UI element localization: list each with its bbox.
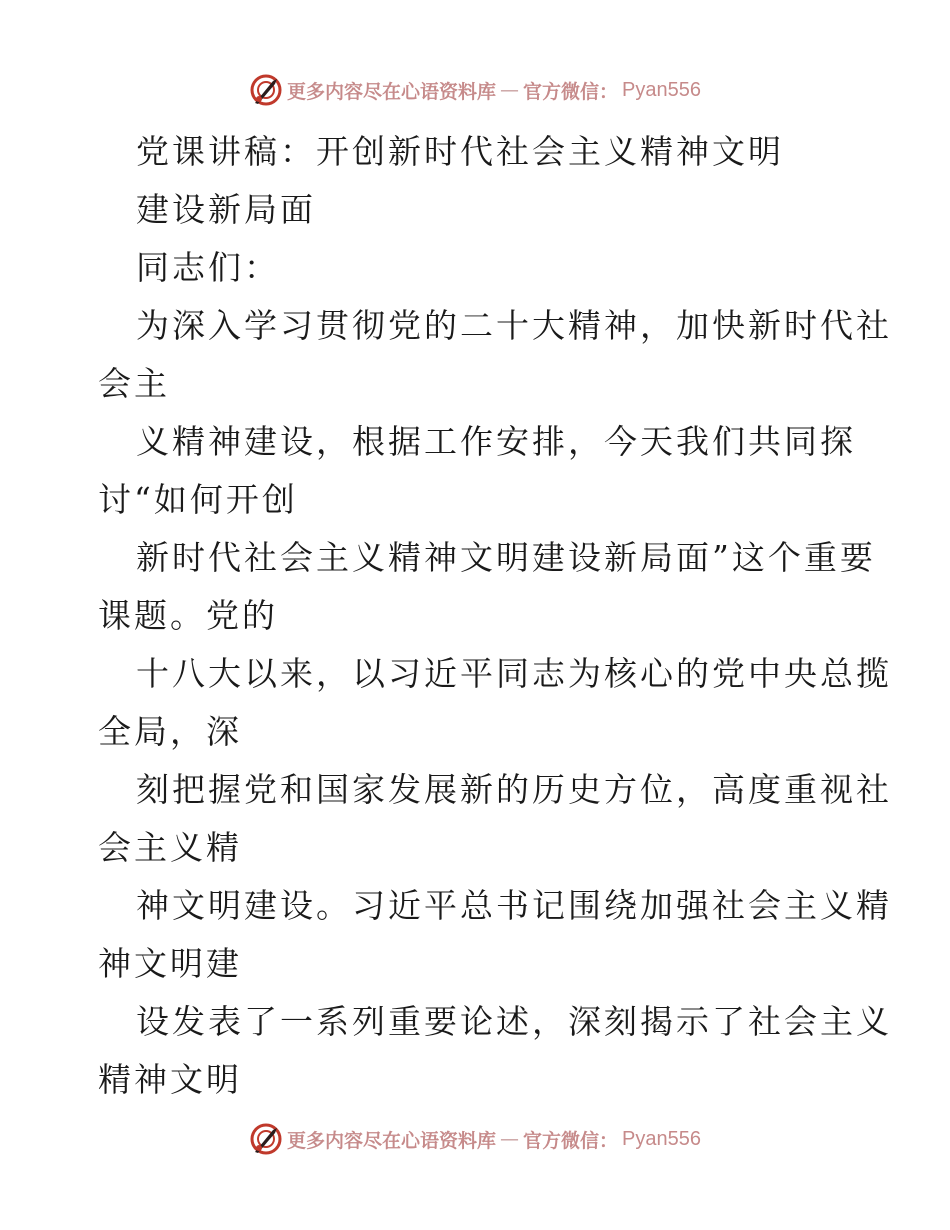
footer-banner [0,1119,950,1159]
paragraph-line: 新时代社会主义精神文明建设新局面”这个重要 [136,538,876,577]
banner-contact-text: 官方微信： [523,1129,619,1152]
banner-separator: — [500,1128,520,1150]
header-banner [0,70,950,110]
paragraph-line: 神文明建 [98,944,242,983]
paragraph-line: 义精神建设，根据工作安排，今天我们共同探 [136,422,856,461]
banner-wechat-id: Pyan556 [622,1127,701,1150]
paragraph-line: 全局，深 [98,712,242,751]
paragraph-line: 会主义精 [98,828,242,867]
paragraph-line: 设发表了一系列重要论述，深刻揭示了社会主义 [136,1002,892,1041]
paragraph-line: 为深入学习贯彻党的二十大精神，加快新时代社 [136,306,892,345]
salutation: 同志们： [136,248,280,287]
paragraph-line: 课题。党的 [98,596,278,635]
brush-logo-icon [249,73,283,107]
banner-main-text: 更多内容尽在心语资料库 [287,80,497,103]
paragraph-line: 讨“如何开创 [98,480,298,519]
banner-main-text: 更多内容尽在心语资料库 [287,1129,497,1152]
document-body [98,123,892,1109]
banner-separator: — [500,79,520,101]
paragraph-line: 刻把握党和国家发展新的历史方位，高度重视社 [136,770,892,809]
banner-wechat-id: Pyan556 [622,78,701,101]
brush-logo-icon [249,1122,283,1156]
paragraph-line: 十八大以来，以习近平同志为核心的党中央总揽 [136,654,892,693]
doc-title-line-2: 建设新局面 [136,190,316,229]
paragraph-line: 精神文明 [98,1060,242,1099]
banner-contact-text: 官方微信： [523,80,619,103]
doc-title-line-1: 党课讲稿：开创新时代社会主义精神文明 [136,132,784,171]
paragraph-line: 神文明建设。习近平总书记围绕加强社会主义精 [136,886,892,925]
paragraph-line: 会主 [98,364,170,403]
